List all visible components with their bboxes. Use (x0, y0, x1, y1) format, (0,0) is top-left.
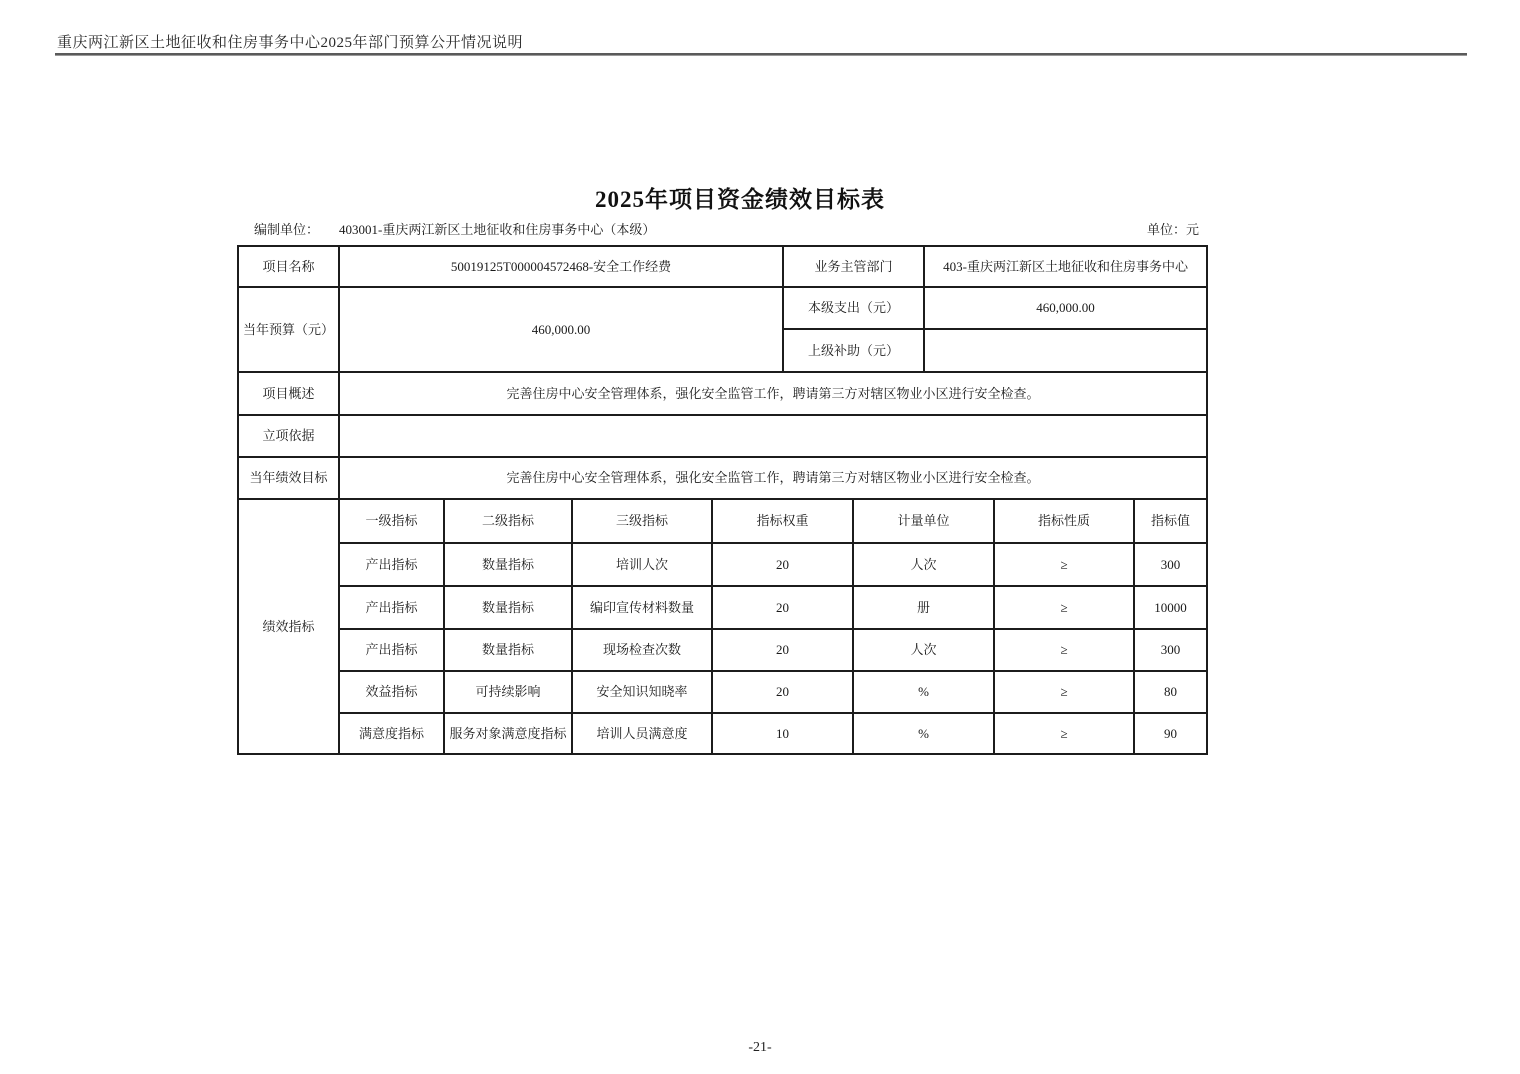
superior-subsidy-label-cell: 上级补助（元） (783, 329, 924, 372)
indicator-cell-level3: 现场检查次数 (572, 629, 712, 671)
indicator-cell-nature: ≥ (994, 586, 1134, 629)
prepared-by-value: 403001-重庆两江新区土地征收和住房事务中心（本级） (339, 222, 656, 237)
meta-row (237, 219, 1206, 237)
basis-label-cell: 立项依据 (238, 415, 339, 457)
annual-goal-value-cell: 完善住房中心安全管理体系，强化安全监管工作，聘请第三方对辖区物业小区进行安全检查。 (339, 457, 1207, 499)
indicator-row (238, 671, 1207, 713)
project-name-value-cell: 50019125T000004572468-安全工作经费 (339, 246, 783, 287)
indicator-cell-level3: 培训人员满意度 (572, 713, 712, 754)
indicator-cell-level2: 数量指标 (444, 543, 572, 586)
overview-value-cell: 完善住房中心安全管理体系，强化安全监管工作，聘请第三方对辖区物业小区进行安全检查。 (339, 372, 1207, 415)
col-header-level3: 三级指标 (572, 499, 712, 543)
indicator-cell-value: 10000 (1134, 586, 1207, 629)
indicator-cell-unit: % (853, 671, 994, 713)
dept-value-cell: 403-重庆两江新区土地征收和住房事务中心 (924, 246, 1207, 287)
indicator-cell-level2: 数量指标 (444, 586, 572, 629)
col-header-unit: 计量单位 (853, 499, 994, 543)
indicator-cell-weight: 20 (712, 671, 853, 713)
indicator-header-row (238, 499, 1207, 543)
table-row (238, 457, 1207, 499)
indicator-cell-value: 300 (1134, 543, 1207, 586)
table-row (238, 246, 1207, 287)
col-header-value: 指标值 (1134, 499, 1207, 543)
indicator-cell-level1: 产出指标 (339, 629, 444, 671)
col-header-weight: 指标权重 (712, 499, 853, 543)
indicator-cell-nature: ≥ (994, 671, 1134, 713)
local-expense-label-cell: 本级支出（元） (783, 287, 924, 329)
indicator-cell-weight: 20 (712, 543, 853, 586)
table-row (238, 415, 1207, 457)
col-header-level2: 二级指标 (444, 499, 572, 543)
indicator-cell-level3: 安全知识知晓率 (572, 671, 712, 713)
page-title: 2025年项目资金绩效目标表 (595, 187, 885, 212)
indicator-cell-nature: ≥ (994, 543, 1134, 586)
local-expense-value-cell: 460,000.00 (924, 287, 1207, 329)
indicator-cell-unit: 人次 (853, 543, 994, 586)
project-name-label-cell: 项目名称 (238, 246, 339, 287)
indicator-cell-nature: ≥ (994, 713, 1134, 754)
indicator-row (238, 543, 1207, 586)
indicator-cell-level2: 数量指标 (444, 629, 572, 671)
table-row (238, 372, 1207, 415)
basis-value-cell (339, 415, 1207, 457)
unit-label: 单位：元 (1146, 222, 1199, 237)
indicator-cell-weight: 20 (712, 586, 853, 629)
indicator-cell-value: 80 (1134, 671, 1207, 713)
header-divider (55, 53, 1467, 56)
indicator-row (238, 713, 1207, 754)
indicator-cell-weight: 10 (712, 713, 853, 754)
indicator-cell-level3: 编印宣传材料数量 (572, 586, 712, 629)
indicator-cell-unit: 册 (853, 586, 994, 629)
document-header-title: 重庆两江新区土地征收和住房事务中心2025年部门预算公开情况说明 (57, 35, 524, 51)
overview-label-cell: 项目概述 (238, 372, 339, 415)
table-row (238, 287, 1207, 329)
dept-label-cell: 业务主管部门 (783, 246, 924, 287)
indicator-row (238, 586, 1207, 629)
indicator-cell-level2: 服务对象满意度指标 (444, 713, 572, 754)
indicator-cell-value: 300 (1134, 629, 1207, 671)
indicator-cell-level3: 培训人次 (572, 543, 712, 586)
indicator-cell-level1: 产出指标 (339, 586, 444, 629)
performance-target-table (237, 245, 1208, 755)
indicator-cell-level1: 产出指标 (339, 543, 444, 586)
indicator-cell-level1: 满意度指标 (339, 713, 444, 754)
superior-subsidy-value-cell (924, 329, 1207, 372)
indicators-label-cell: 绩效指标 (238, 499, 339, 754)
indicator-cell-nature: ≥ (994, 629, 1134, 671)
indicator-row (238, 629, 1207, 671)
indicator-cell-weight: 20 (712, 629, 853, 671)
budget-value-cell: 460,000.00 (339, 287, 783, 372)
col-header-level1: 一级指标 (339, 499, 444, 543)
indicator-cell-unit: % (853, 713, 994, 754)
indicator-cell-unit: 人次 (853, 629, 994, 671)
indicator-cell-level1: 效益指标 (339, 671, 444, 713)
annual-goal-label-cell: 当年绩效目标 (238, 457, 339, 499)
page-number: -21- (748, 1040, 772, 1055)
col-header-nature: 指标性质 (994, 499, 1134, 543)
indicator-cell-value: 90 (1134, 713, 1207, 754)
prepared-by-label: 编制单位： (254, 222, 320, 237)
indicator-cell-level2: 可持续影响 (444, 671, 572, 713)
budget-label-cell: 当年预算（元） (238, 287, 339, 372)
